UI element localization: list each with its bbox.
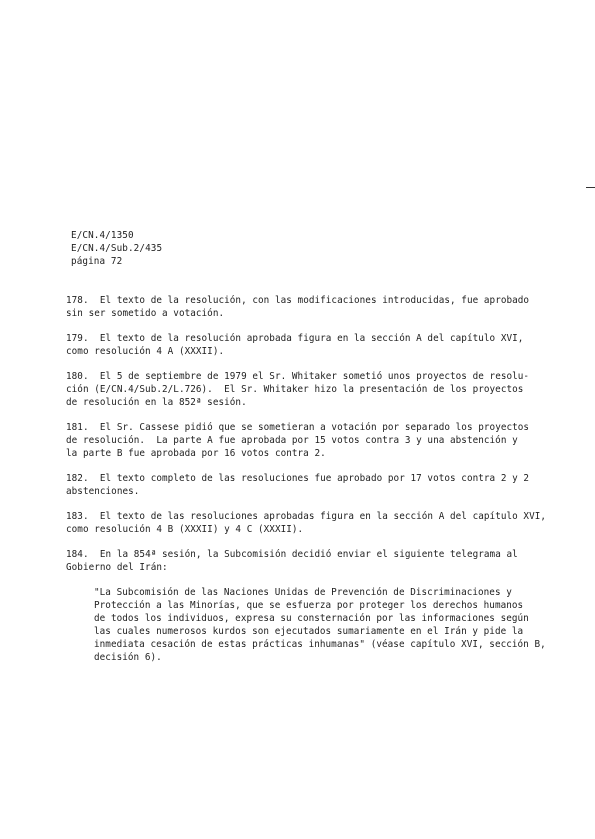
paragraph-number: 178. <box>66 295 89 306</box>
paragraph-number: 179. <box>66 333 89 344</box>
quote-line: "La Subcomisión de las Naciones Unidas de Prevención de Discriminaciones y <box>94 587 512 598</box>
telegram-quote <box>94 586 561 664</box>
symbol-line-1: E/CN.4/1350 <box>71 230 134 241</box>
paragraph-line: de resolución en la 852ª sesión. <box>66 397 247 408</box>
paragraph-number: 180. <box>66 371 89 382</box>
paragraph-line: El texto de las resoluciones aprobadas figura en la sección A del capítulo XVI, <box>99 511 547 522</box>
page-number: página 72 <box>71 256 123 267</box>
document-body <box>66 294 561 664</box>
paragraph-number: 183. <box>66 511 89 522</box>
paragraph-line: sin ser sometido a votación. <box>66 308 225 319</box>
paragraph-line: El Sr. Cassese pidió que se sometieran a votación por separado los proyectos <box>99 422 530 433</box>
paragraph-line: El texto de la resolución, con las modificaciones introducidas, fue aprobado <box>99 295 530 306</box>
document-symbol-header <box>71 229 162 268</box>
quote-line: inmediata cesación de estas prácticas inhumanas" (véase capítulo XVI, sección B, <box>94 639 546 650</box>
paragraph-line: Gobierno del Irán: <box>66 562 168 573</box>
paragraph-line: como resolución 4 A (XXXII). <box>66 346 225 357</box>
paragraph-line: de resolución. La parte A fue aprobada por 15 votos contra 3 y una abstención y <box>66 435 518 446</box>
paragraph-line: abstenciones. <box>66 486 140 497</box>
paragraph-line: El texto completo de las resoluciones fue aprobado por 17 votos contra 2 y 2 <box>99 473 530 484</box>
paragraph-line: El 5 de septiembre de 1979 el Sr. Whitaker sometió unos proyectos de resolu- <box>99 371 530 382</box>
symbol-line-2: E/CN.4/Sub.2/435 <box>71 243 163 254</box>
paragraph-line: En la 854ª sesión, la Subcomisión decidió enviar el siguiente telegrama al <box>99 549 518 560</box>
paragraph-number: 182. <box>66 473 89 484</box>
paragraph-number: 184. <box>66 549 89 560</box>
paragraph-179 <box>66 332 561 358</box>
quote-line: Protección a las Minorías, que se esfuerza por proteger los derechos humanos <box>94 600 524 611</box>
paragraph-184 <box>66 548 561 574</box>
paragraph-181 <box>66 421 561 460</box>
paragraph-line: El texto de la resolución aprobada figura en la sección A del capítulo XVI, <box>99 333 524 344</box>
paragraph-line: la parte B fue aprobada por 16 votos contra 2. <box>66 448 326 459</box>
quote-line: decisión 6). <box>94 652 162 663</box>
paragraph-178 <box>66 294 561 320</box>
paragraph-182 <box>66 472 561 498</box>
paragraph-line: como resolución 4 B (XXXII) y 4 C (XXXII). <box>66 524 304 535</box>
quote-line: las cuales numerosos kurdos son ejecutados sumariamente en el Irán y pide la <box>94 626 524 637</box>
edge-mark <box>586 187 595 188</box>
paragraph-number: 181. <box>66 422 89 433</box>
paragraph-line: ción (E/CN.4/Sub.2/L.726). El Sr. Whitaker hizo la presentación de los proyectos <box>66 384 524 395</box>
paragraph-183 <box>66 510 561 536</box>
paragraph-180 <box>66 370 561 409</box>
quote-line: de todos los individuos, expresa su consternación por las informaciones según <box>94 613 529 624</box>
